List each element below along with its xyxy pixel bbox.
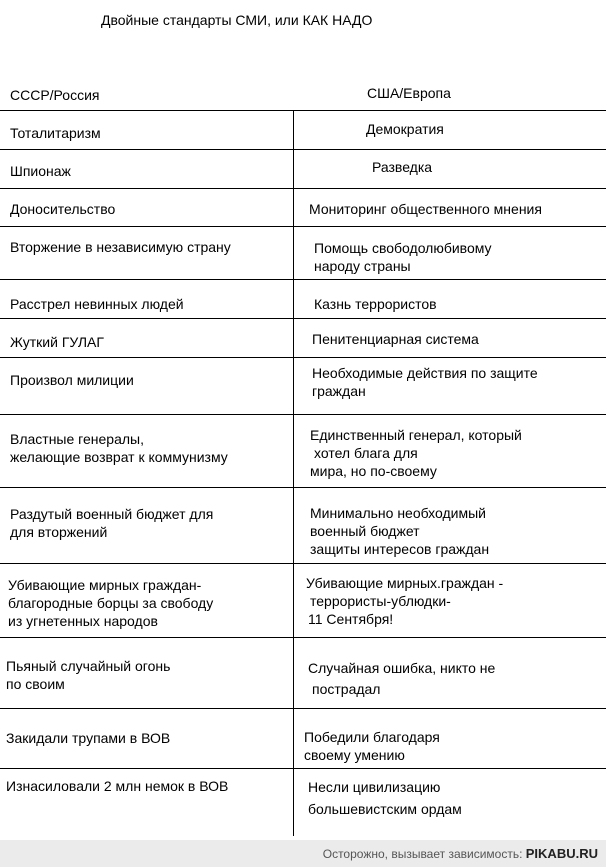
table-cell-left: Раздутый военный бюджет для для вторжений: [10, 506, 214, 540]
header-right: США/Европа: [367, 85, 451, 101]
table-cell-left: Произвол милиции: [10, 372, 134, 388]
table-cell-right: Убивающие мирных.граждан - террористы-ублюдки- 11 Сентября!: [306, 575, 504, 627]
table-cell-left: Расстрел невинных людей: [10, 296, 184, 312]
table-cell-right: Демократия: [366, 121, 444, 137]
row-divider: [0, 414, 606, 415]
footer-watermark: [323, 846, 598, 861]
row-divider: [0, 768, 606, 769]
table-cell-right: Несли цивилизацию большевистским ордам: [308, 779, 462, 817]
table-cell-right: Минимально необходимый военный бюджет защиты интересов граждан: [310, 505, 490, 557]
row-divider: [0, 563, 606, 564]
row-divider: [0, 149, 606, 150]
table-cell-right: Единственный генерал, который хотел блага для мира, но по-своему: [310, 427, 522, 479]
row-divider: [0, 188, 606, 189]
row-divider: [0, 708, 606, 709]
table-cell-left: Пьяный случайный огонь по своим: [6, 658, 171, 692]
footer-caption: Осторожно, вызывает зависимость:: [322, 847, 523, 861]
table-cell-left: Жуткий ГУЛАГ: [10, 334, 104, 350]
header-left: СССР/Россия: [10, 87, 100, 103]
table-cell-right: Победили благодаря своему умению: [304, 729, 440, 763]
row-divider: [0, 637, 606, 638]
row-divider: [0, 357, 606, 358]
table-cell-right: Случайная ошибка, никто не пострадал: [308, 660, 496, 697]
table-cell-left: Вторжение в независимую страну: [10, 239, 231, 255]
page-title: Двойные стандарты СМИ, или КАК НАДО: [101, 12, 373, 28]
table-cell-right: Разведка: [372, 159, 433, 175]
footer-bar: [0, 840, 606, 867]
table-cell-left: Убивающие мирных граждан- благородные борцы за свободу из угнетенных народов: [8, 577, 214, 629]
row-divider: [0, 279, 606, 280]
table-cell-right: Казнь террористов: [314, 296, 437, 312]
table-cell-left: Закидали трупами в ВОВ: [6, 730, 171, 746]
row-divider: [0, 487, 606, 488]
row-divider: [0, 110, 606, 111]
table-cell-left: Тоталитаризм: [10, 125, 101, 141]
table-cell-right: Мониторинг общественного мнения: [309, 201, 542, 217]
column-divider: [293, 111, 294, 836]
table-cell-right: Необходимые действия по защите граждан: [312, 365, 538, 399]
table-cell-right: Пенитенциарная система: [312, 331, 479, 347]
row-divider: [0, 318, 606, 319]
table-cell-left: Шпионаж: [10, 163, 71, 179]
row-divider: [0, 226, 606, 227]
table-cell-left: Изнасиловали 2 млн немок в ВОВ: [6, 778, 229, 794]
table-cell-left: Властные генералы, желающие возврат к коммунизму: [10, 431, 228, 465]
table-cell-right: Помощь свободолюбивому народу страны: [314, 240, 492, 274]
footer-brand[interactable]: PIKABU.RU: [525, 846, 598, 861]
table-cell-left: Доносительство: [10, 201, 116, 217]
